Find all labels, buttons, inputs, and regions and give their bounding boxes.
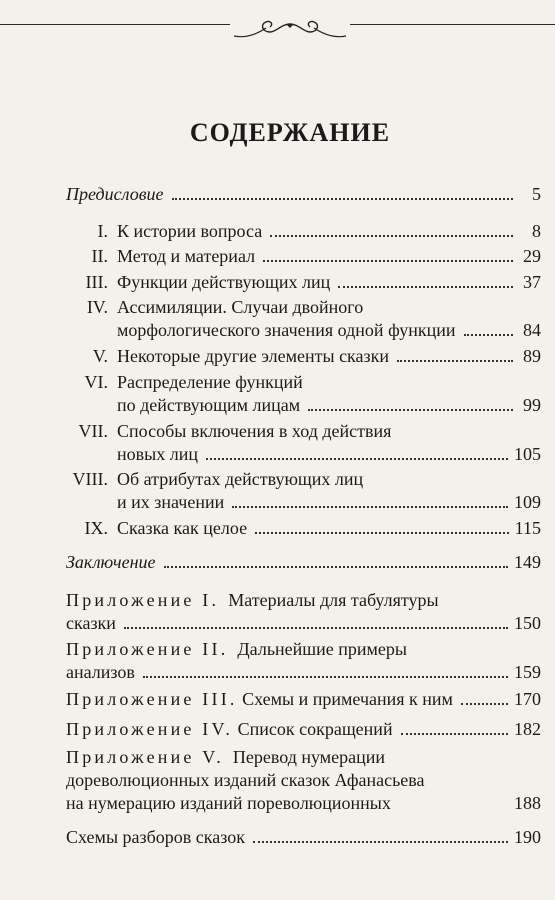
dot-leader: [401, 732, 508, 735]
page-number: 150: [514, 613, 541, 633]
chapter-number: IV.: [86, 297, 108, 317]
page-number: 5: [532, 184, 541, 204]
entry-label-line1: Материалы для табулятуры: [228, 590, 439, 610]
entry-label: Предисловие: [66, 184, 164, 204]
toc-entry-ch4[interactable]: [117, 320, 541, 341]
entry-label-line2: и их значении: [117, 492, 225, 512]
toc-entry-ch3[interactable]: [117, 272, 541, 293]
chapter-number: IX.: [84, 518, 108, 538]
entry-label: Сказка как целое: [117, 518, 248, 538]
page-number: 8: [532, 221, 541, 241]
dot-leader: [206, 457, 508, 460]
appendix-prefix: Приложение I.: [66, 590, 220, 610]
entry-label: Заключение: [66, 552, 156, 572]
dot-leader: [253, 840, 508, 843]
dot-leader: [308, 408, 513, 411]
entry-label-line1: Дальнейшие примеры: [237, 639, 407, 659]
entry-label-line2: морфологического значения одной функции: [117, 320, 456, 340]
dot-leader: [232, 505, 508, 508]
chapter-number: III.: [85, 272, 108, 292]
entry-label-line1: Об атрибутах действующих лиц: [117, 469, 364, 489]
appendix-prefix: Приложение II.: [66, 639, 229, 659]
toc-entry-app5[interactable]: [66, 793, 541, 814]
entry-label-line1: Распределение функций: [117, 372, 303, 392]
toc-entry-preface[interactable]: [66, 184, 541, 205]
chapter-number: VII.: [78, 421, 108, 441]
page-number: 190: [514, 827, 541, 847]
page-number: 89: [523, 346, 541, 366]
chapter-number: VIII.: [72, 469, 108, 489]
page-number: 29: [523, 246, 541, 266]
dot-leader: [461, 702, 508, 705]
entry-label: Некоторые другие элементы сказки: [117, 346, 390, 366]
entry-title: Схемы и примечания к ним: [242, 689, 453, 709]
entry-label: Функции действующих лиц: [117, 272, 331, 292]
page-number: 109: [514, 492, 541, 512]
entry-label-line2: сказки: [66, 613, 116, 633]
page-number: 182: [514, 719, 541, 739]
page-number: 84: [523, 320, 541, 340]
toc-entry-ch8[interactable]: [117, 492, 541, 513]
toc-entry-ch6[interactable]: [117, 395, 541, 416]
toc-entry-ch2[interactable]: [117, 246, 541, 267]
dot-leader: [270, 234, 513, 237]
page-number: 159: [514, 662, 541, 682]
dot-leader: [464, 333, 513, 336]
entry-label: [66, 719, 393, 740]
entry-label-line1: Ассимиляции. Случаи двойного: [117, 297, 364, 317]
dot-leader: [172, 197, 513, 200]
entry-label-line3: на нумерацию изданий пореволюционных: [66, 793, 391, 813]
appendix-title-line1: [66, 747, 385, 768]
page-number: 115: [514, 518, 541, 538]
entry-label-line2: новых лиц: [117, 444, 198, 464]
dot-leader: [255, 531, 509, 534]
appendix-prefix: Приложение V.: [66, 747, 224, 767]
dot-leader: [399, 806, 508, 809]
entry-label: Метод и материал: [117, 246, 256, 266]
entry-label-line2: по действующим лицам: [117, 395, 301, 415]
chapter-number: V.: [92, 346, 108, 366]
page-number: 149: [514, 552, 541, 572]
dot-leader: [263, 259, 513, 262]
ornament-icon: [230, 6, 350, 48]
page-number: 170: [514, 689, 541, 709]
dot-leader: [143, 675, 508, 678]
entry-label-line2: анализов: [66, 662, 135, 682]
toc-entry-app1[interactable]: [66, 613, 541, 634]
chapter-number: II.: [91, 246, 108, 266]
dot-leader: [124, 626, 508, 629]
entry-label: К истории вопроса: [117, 221, 263, 241]
toc-entry-schemes[interactable]: [66, 827, 541, 848]
toc-entry-app4[interactable]: [66, 719, 541, 740]
page-number: 105: [514, 444, 541, 464]
toc-entry-app3[interactable]: [66, 689, 541, 710]
entry-label-line2: дореволюционных изданий сказок Афанасьева: [66, 770, 425, 790]
toc-entry-app2[interactable]: [66, 662, 541, 683]
appendix-title-line1: [66, 639, 407, 660]
toc-entry-ch7[interactable]: [117, 444, 541, 465]
chapter-number: VI.: [84, 372, 108, 392]
toc-entry-ch5[interactable]: [117, 346, 541, 367]
chapter-number: I.: [97, 221, 108, 241]
toc-entry-conclusion[interactable]: [66, 552, 541, 573]
appendix-prefix: Приложение IV.: [66, 719, 234, 739]
toc-entry-ch1[interactable]: [117, 221, 541, 242]
toc-entry-ch9[interactable]: [117, 518, 541, 539]
dot-leader: [164, 565, 509, 568]
entry-label: [66, 689, 453, 710]
appendix-prefix: Приложение III.: [66, 689, 238, 709]
entry-label: Схемы разборов сказок: [66, 827, 245, 847]
dot-leader: [397, 359, 513, 362]
page-title: СОДЕРЖАНИЕ: [189, 118, 391, 147]
page-number: 99: [523, 395, 541, 415]
dot-leader: [338, 285, 513, 288]
appendix-title-line1: [66, 590, 439, 611]
entry-label-line1: Способы включения в ход действия: [117, 421, 392, 441]
entry-title: Список сокращений: [237, 719, 393, 739]
entry-label-line1: Перевод нумерации: [232, 747, 386, 767]
page-number: 188: [514, 793, 541, 813]
page-number: 37: [523, 272, 541, 292]
